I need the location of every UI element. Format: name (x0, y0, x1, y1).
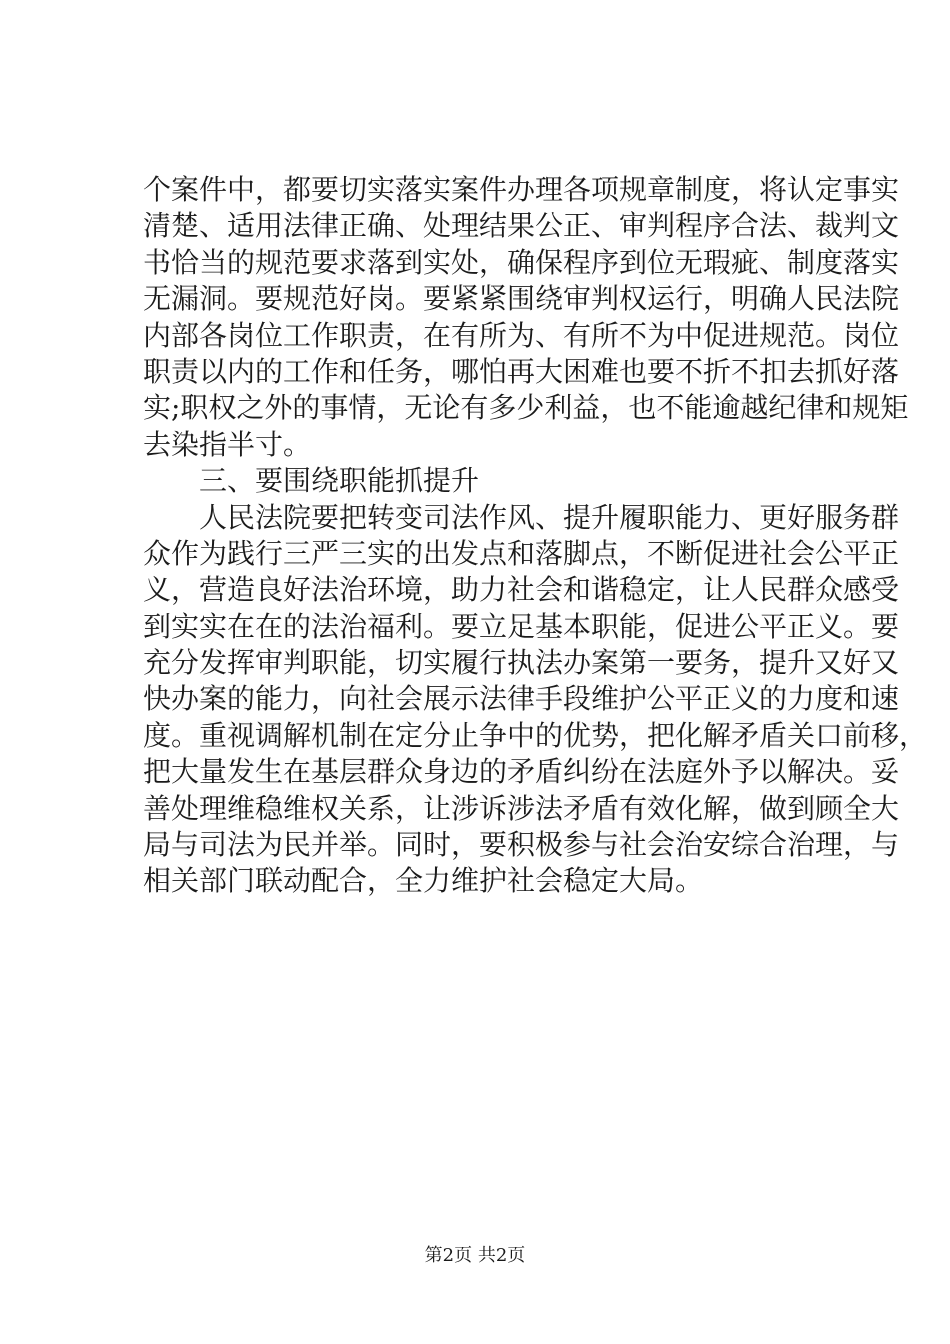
page-number-footer: 第2页 共2页 (424, 1245, 526, 1266)
text-line: 实;职权之外的事情，无论有多少利益，也不能逾越纪律和规矩 (143, 391, 909, 425)
body-text (143, 172, 928, 900)
text-line: 义，营造良好法治环境，助力社会和谐稳定，让人民群众感受 (143, 573, 900, 607)
text-line: 众作为践行三严三实的出发点和落脚点，不断促进社会公平正 (143, 536, 900, 570)
text-line: 善处理维稳维权关系，让涉诉涉法矛盾有效化解，做到顾全大 (143, 791, 900, 825)
text-line: 清楚、适用法律正确、处理结果公正、审判程序合法、裁判文 (143, 209, 900, 243)
text-line: 充分发挥审判职能，切实履行执法办案第一要务，提升又好又 (143, 646, 900, 680)
text-line: 去染指半寸。 (143, 427, 312, 461)
text-line: 人民法院要把转变司法作风、提升履职能力、更好服务群 (143, 500, 900, 534)
text-line: 局与司法为民并举。同时，要积极参与社会治安综合治理，与 (143, 828, 900, 862)
text-line: 书恰当的规范要求落到实处，确保程序到位无瑕疵、制度落实 (143, 245, 900, 279)
text-line: 快办案的能力，向社会展示法律手段维护公平正义的力度和速 (143, 682, 900, 716)
text-line: 把大量发生在基层群众身边的矛盾纠纷在法庭外予以解决。妥 (143, 755, 900, 789)
text-line: 无漏洞。要规范好岗。要紧紧围绕审判权运行，明确人民法院 (143, 282, 900, 316)
text-line: 个案件中，都要切实落实案件办理各项规章制度，将认定事实 (143, 173, 900, 206)
text-line: 度。重视调解机制在定分止争中的优势，把化解矛盾关口前移， (143, 718, 928, 752)
text-line: 内部各岗位工作职责，在有所为、有所不为中促进规范。岗位 (143, 318, 900, 352)
text-line: 到实实在在的法治福利。要立足基本职能，促进公平正义。要 (143, 609, 900, 643)
text-line: 职责以内的工作和任务，哪怕再大困难也要不折不扣去抓好落 (143, 354, 900, 388)
text-line: 相关部门联动配合，全力维护社会稳定大局。 (143, 864, 704, 898)
section-heading: 三、要围绕职能抓提升 (143, 464, 480, 498)
